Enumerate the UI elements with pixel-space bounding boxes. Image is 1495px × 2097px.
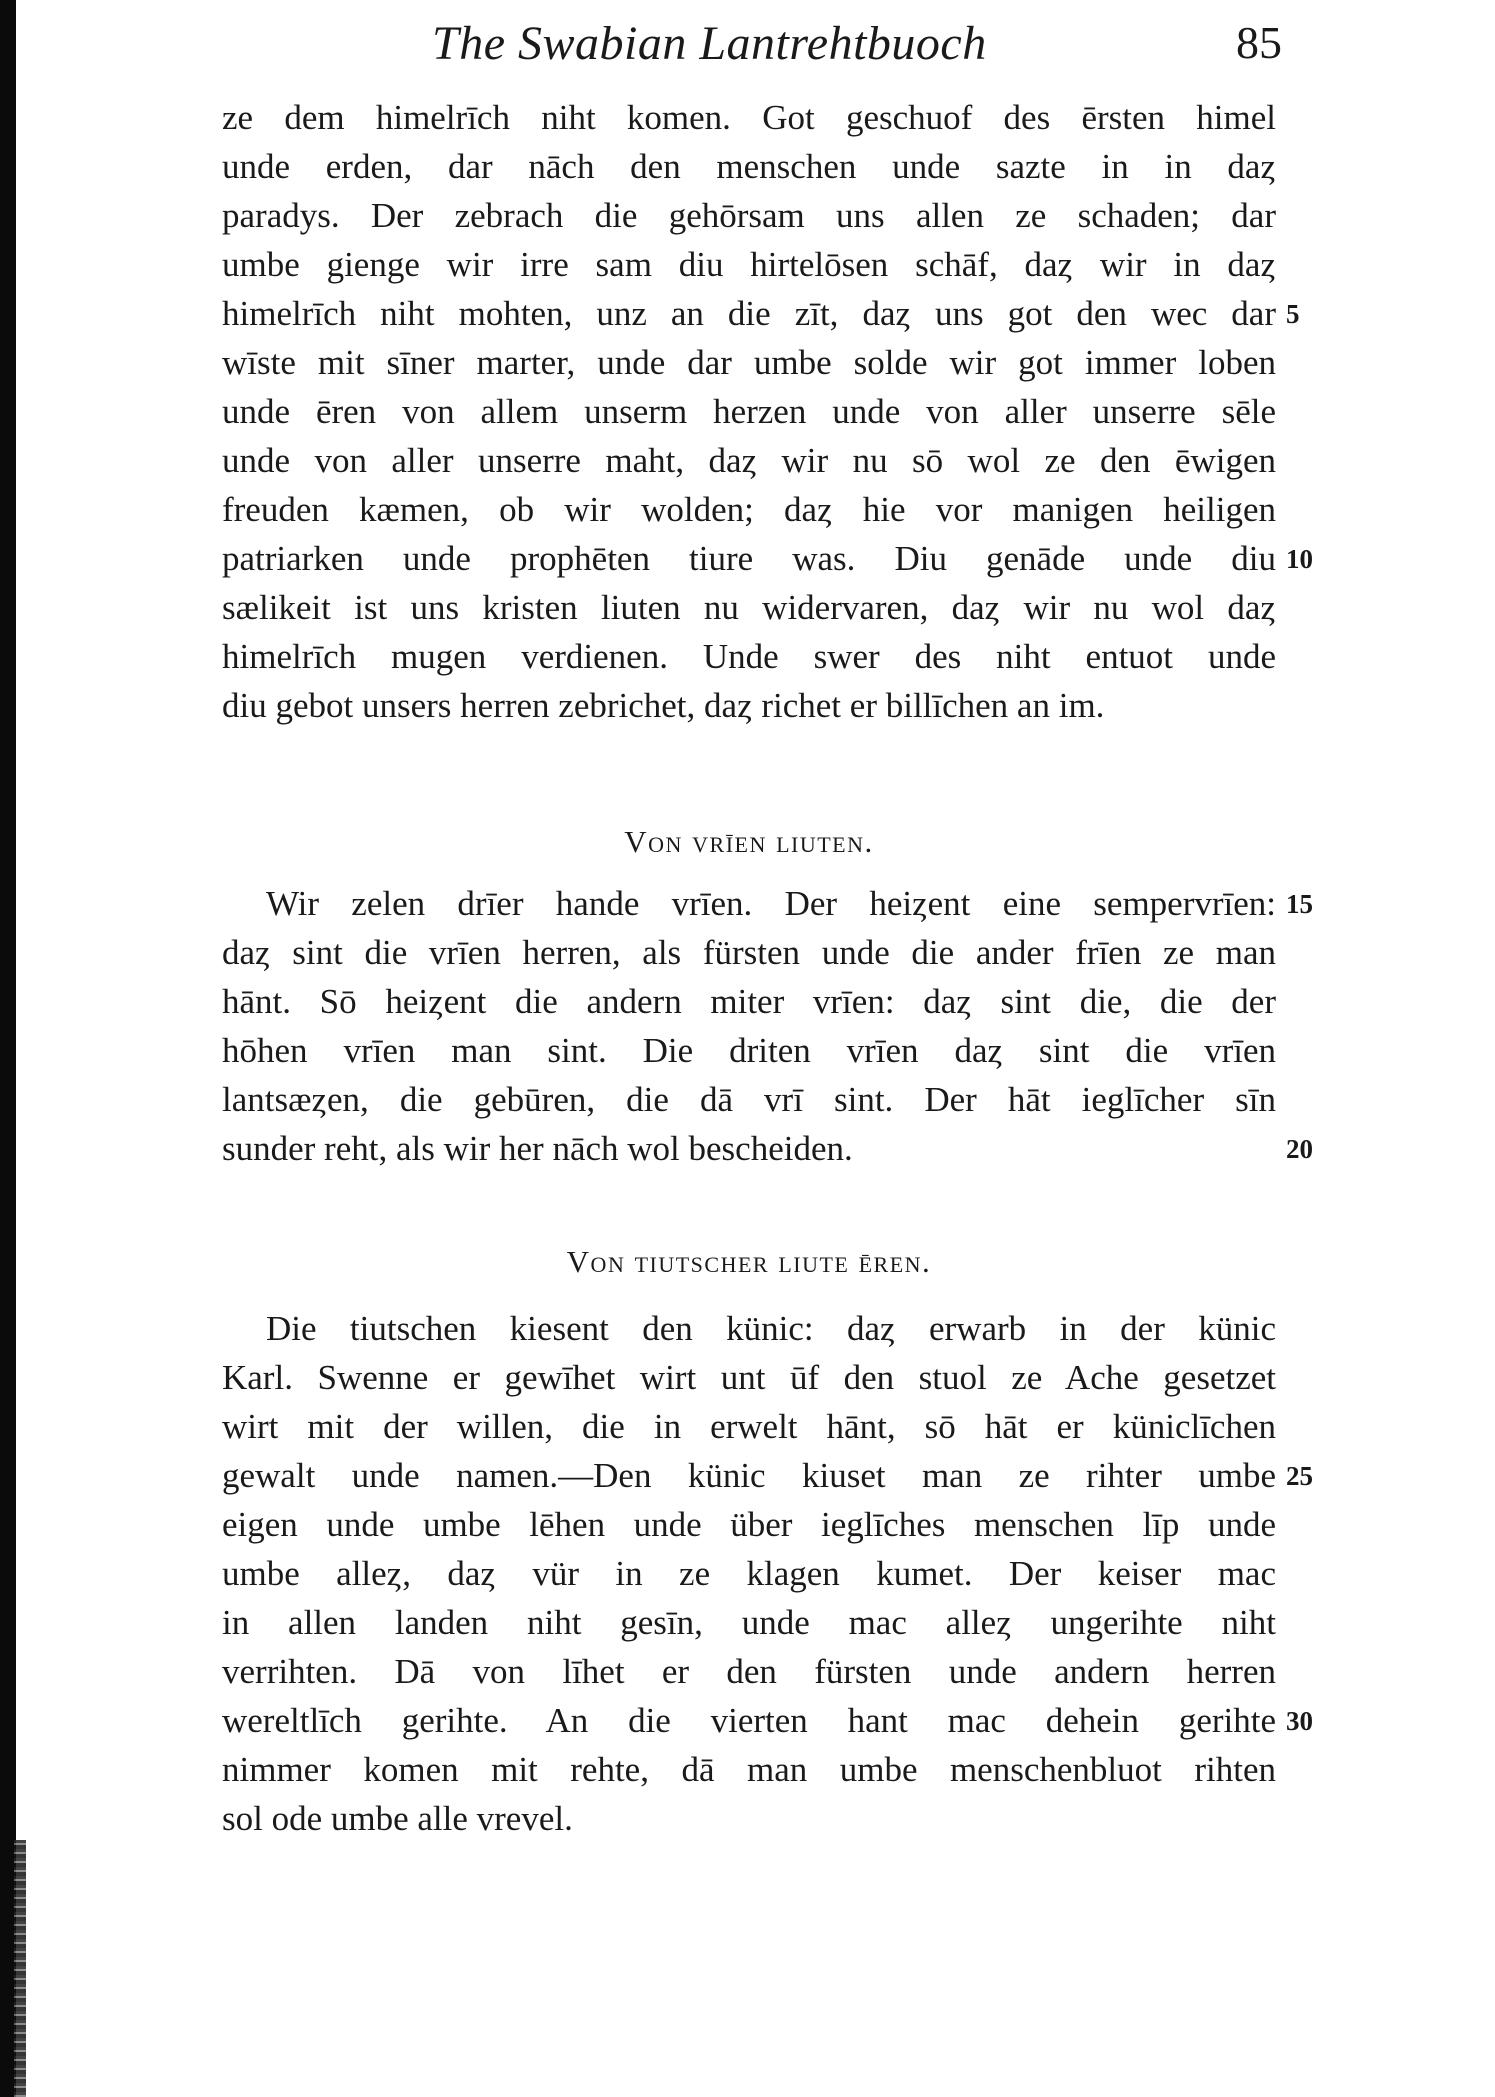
text-line: unde ēren von allem unserm herzen unde von aller unserre sēle — [222, 392, 1276, 431]
text-line: unde erden, dar nāch den menschen unde sazte in in daȥ — [222, 147, 1276, 186]
text-line: gewalt unde namen.—Den künic kiuset man ze rihter umbe — [222, 1456, 1276, 1495]
text-line: himelrīch niht mohten, unz an die zīt, daȥ uns got den wec dar — [222, 294, 1276, 333]
book-binding-edge — [0, 0, 16, 2097]
line-number-5: 5 — [1286, 299, 1300, 329]
line-number-25: 25 — [1286, 1461, 1313, 1491]
text-line: umbe gienge wir irre sam diu hirtelōsen schāf, daȥ wir in daȥ — [222, 245, 1276, 284]
text-line: freuden kæmen, ob wir wolden; daȥ hie vor manigen heiligen — [222, 490, 1276, 529]
text-line: sunder reht, als wir her nāch wol bescheiden. — [222, 1129, 853, 1168]
section-heading-von-tiutscher-liute-eren: Von tiutscher liute ēren. — [566, 1244, 932, 1279]
text-line: wirt mit der willen, die in erwelt hānt, sō hāt er küniclīchen — [222, 1407, 1276, 1446]
text-line: hōhen vrīen man sint. Die driten vrīen daȥ sint die vrīen — [222, 1031, 1276, 1070]
text-line: eigen unde umbe lēhen unde über ieglīches menschen līp unde — [222, 1505, 1276, 1544]
text-line: wīste mit sīner marter, unde dar umbe solde wir got immer loben — [222, 343, 1276, 382]
text-line: himelrīch mugen verdienen. Unde swer des niht entuot unde — [222, 637, 1276, 676]
binding-shadow — [14, 1840, 26, 2097]
running-header — [222, 16, 1282, 86]
text-line: unde von aller unserre maht, daȥ wir nu sō wol ze den ēwigen — [222, 441, 1276, 480]
section-heading-von-vrien-liuten: Von vrīen liuten. — [624, 824, 874, 859]
text-line: sælikeit ist uns kristen liuten nu widervaren, daȥ wir nu wol daȥ — [222, 588, 1276, 627]
text-line: nimmer komen mit rehte, dā man umbe menschenbluot rihten — [222, 1750, 1276, 1789]
text-line: Wir zelen drīer hande vrīen. Der heiȥent eine sempervrīen: — [266, 884, 1276, 923]
page-number: 85 — [1236, 17, 1282, 68]
text-line: Karl. Swenne er gewīhet wirt unt ūf den stuol ze Ache gesetzet — [222, 1358, 1276, 1397]
text-line: diu gebot unsers herren zebrichet, daȥ richet er billīchen an im. — [222, 686, 1105, 725]
text-line: sol ode umbe alle vrevel. — [222, 1799, 573, 1838]
text-line: hānt. Sō heiȥent die andern miter vrīen: daȥ sint die, die der — [222, 982, 1276, 1021]
text-line: umbe alleȥ, daȥ vür in ze klagen kumet. Der keiser mac — [222, 1554, 1276, 1593]
running-title: The Swabian Lantrehtbuoch — [432, 17, 987, 70]
text-line: patriarken unde prophēten tiure was. Diu genāde unde diu — [222, 539, 1276, 578]
text-line: verrihten. Dā von līhet er den fürsten unde andern herren — [222, 1652, 1276, 1691]
text-line: in allen landen niht gesīn, unde mac alleȥ ungerihte niht — [222, 1603, 1276, 1642]
text-line: wereltlīch gerihte. An die vierten hant mac dehein gerihte — [222, 1701, 1276, 1740]
line-number-30: 30 — [1286, 1706, 1313, 1736]
line-number-10: 10 — [1286, 544, 1313, 574]
text-line: lantsæȥen, die gebūren, die dā vrī sint. Der hāt ieglīcher sīn — [222, 1080, 1276, 1119]
line-number-20: 20 — [1286, 1134, 1313, 1164]
text-line: Die tiutschen kiesent den künic: daȥ erwarb in der künic — [266, 1309, 1276, 1348]
text-line: daȥ sint die vrīen herren, als fürsten unde die ander frīen ze man — [222, 933, 1276, 972]
text-line: ze dem himelrīch niht komen. Got geschuof des ērsten himel — [222, 98, 1276, 137]
text-line: paradys. Der zebrach die gehōrsam uns allen ze schaden; dar — [222, 196, 1276, 235]
line-number-15: 15 — [1286, 889, 1313, 919]
